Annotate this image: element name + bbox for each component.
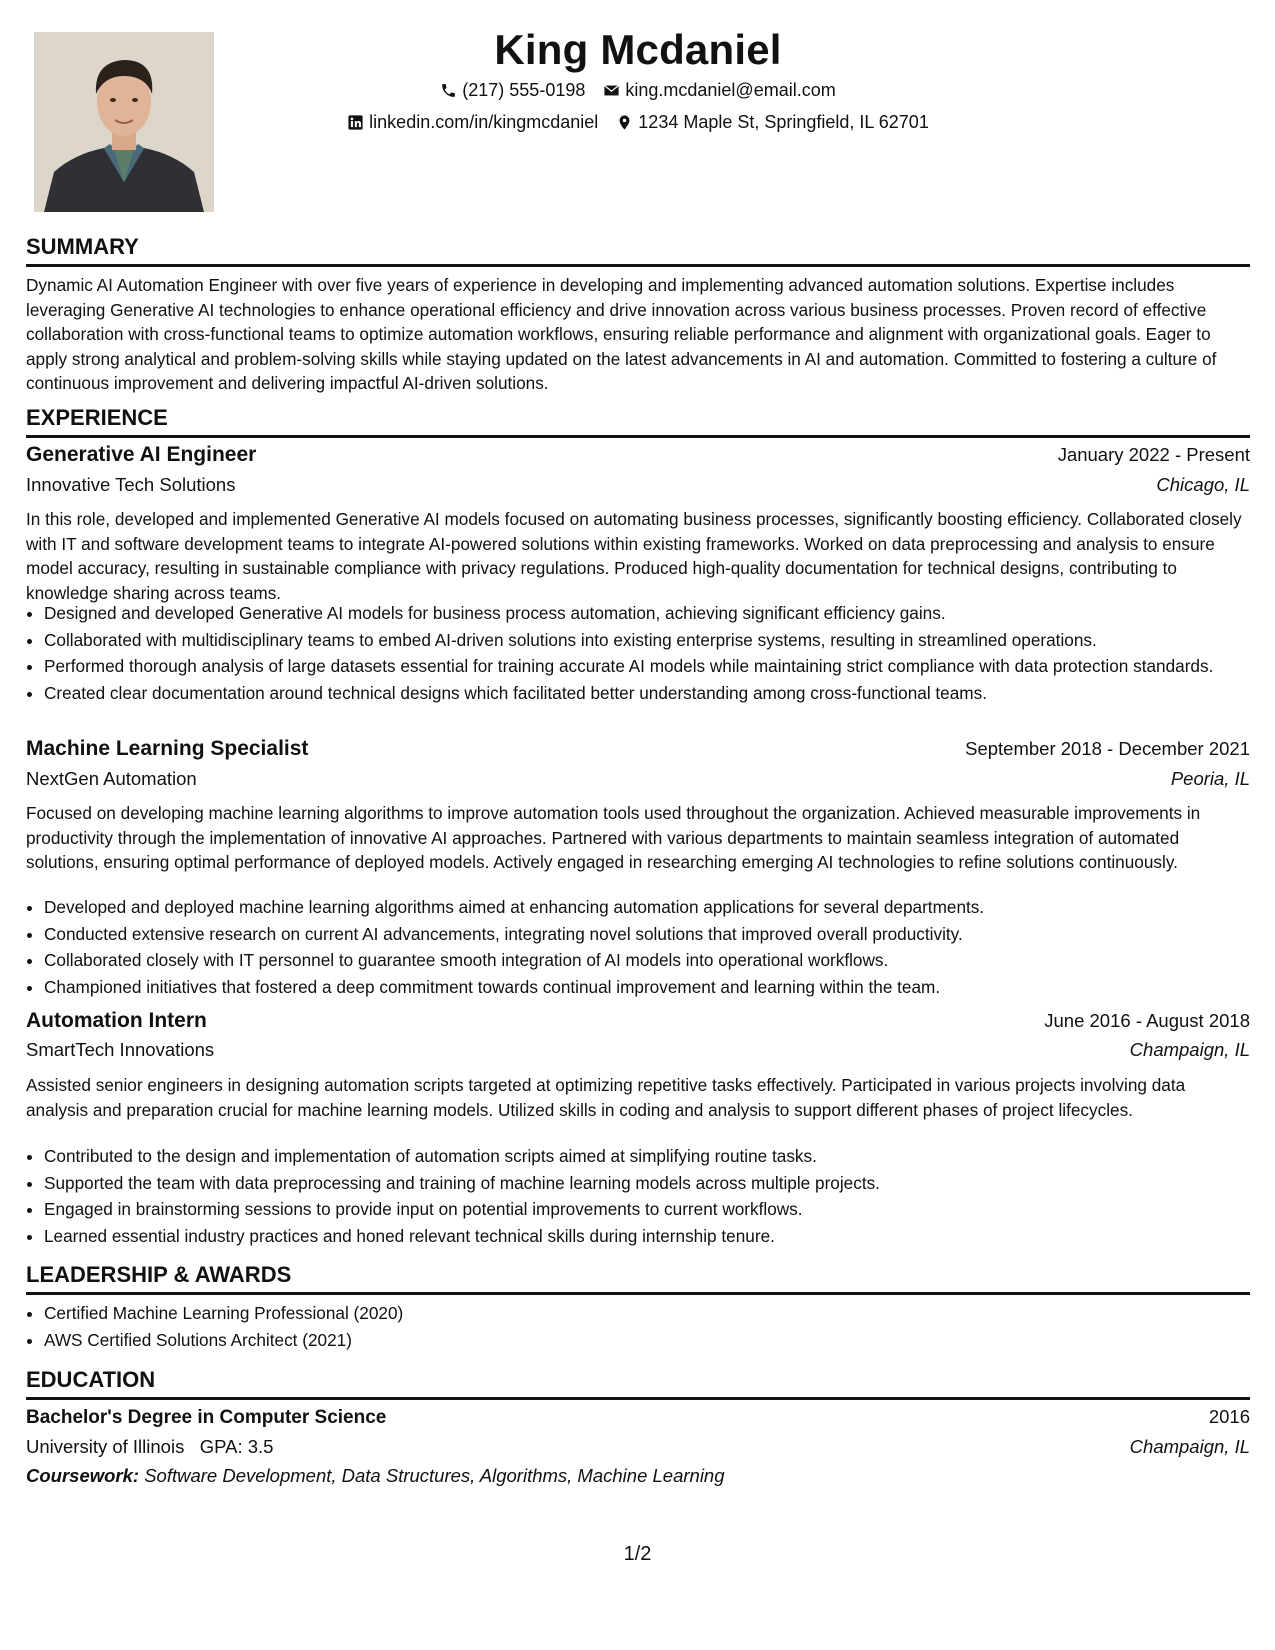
- education-header: [26, 1406, 1250, 1429]
- leadership-list: [26, 1301, 1268, 1354]
- job-2-bullets: [26, 895, 1268, 1001]
- school-location: Champaign, IL: [1129, 1436, 1250, 1457]
- school-name: University of Illinois: [26, 1436, 185, 1457]
- summary-text: Dynamic AI Automation Engineer with over five years of experience in developing and implementing advanced automation solutions. Expertise includes leveraging Generative AI technologies to enhance operational efficiency and drive innovation across various business processes. Proven record of effective collaboration with cross-functional teams to optimize automation workflows, ensuring reliable performance and alignment with organizational goals. Eager to apply strong analytical and problem-solving skills while staying updated on the latest advancements in AI and automation. Committed to fostering a culture of continuous improvement and delivering impactful AI-driven solutions.: [26, 275, 1217, 393]
- job-title: Automation Intern: [26, 1009, 207, 1032]
- linkedin-contact[interactable]: [347, 112, 598, 133]
- experience-heading: EXPERIENCE: [26, 405, 1250, 438]
- company-name: Innovative Tech Solutions: [26, 474, 236, 495]
- list-item: • Supported the team with data preprocessing and training of machine learning models across multiple projects.: [44, 1171, 1268, 1196]
- address-text: 1234 Maple St, Springfield, IL 62701: [638, 112, 929, 132]
- envelope-icon: [603, 82, 620, 99]
- leadership-heading: LEADERSHIP & AWARDS: [26, 1262, 1250, 1295]
- list-item: • Developed and deployed machine learning algorithms aimed at enhancing automation applications for several departments.: [44, 895, 1268, 920]
- linkedin-icon: [347, 114, 364, 131]
- job-3-subheader: [26, 1039, 1250, 1061]
- job-2-header: [26, 737, 1250, 761]
- job-1-header: [26, 443, 1250, 467]
- list-item: • Learned essential industry practices and honed relevant technical skills during internship tenure.: [44, 1224, 1268, 1249]
- contact-row-2: [26, 112, 1250, 133]
- education-heading: EDUCATION: [26, 1367, 1250, 1400]
- list-item: • AWS Certified Solutions Architect (2021): [44, 1328, 1268, 1353]
- job-2-subheader: [26, 768, 1250, 790]
- contact-row-1: [26, 80, 1250, 101]
- list-item: • Created clear documentation around technical designs which facilitated better understanding among cross-functional teams.: [44, 681, 1268, 706]
- graduation-year: 2016: [1208, 1406, 1250, 1427]
- page-number: 1/2: [623, 1543, 652, 1565]
- job-1-subheader: [26, 474, 1250, 496]
- school-info: [26, 1436, 273, 1458]
- coursework-label: Coursework:: [26, 1465, 140, 1486]
- list-item: • Performed thorough analysis of large datasets essential for training accurate AI models while maintaining strict compliance with data protection standards.: [44, 654, 1268, 679]
- phone-text: (217) 555-0198: [462, 80, 586, 100]
- list-item: • Conducted extensive research on current AI advancements, integrating novel solutions that improved overall productivity.: [44, 922, 1268, 947]
- phone-contact[interactable]: [440, 80, 585, 101]
- list-item: • Collaborated closely with IT personnel to guarantee smooth integration of AI models into operational workflows.: [44, 948, 1268, 973]
- list-item: • Championed initiatives that fostered a deep commitment towards continual improvement and learning within the team.: [44, 975, 1268, 1000]
- job-1-bullets: [26, 601, 1268, 707]
- list-item: • Certified Machine Learning Professional (2020): [44, 1301, 1268, 1326]
- job-location: Peoria, IL: [1170, 768, 1250, 789]
- job-location: Champaign, IL: [1129, 1039, 1250, 1060]
- list-item: • Engaged in brainstorming sessions to provide input on potential improvements to current workflows.: [44, 1197, 1268, 1222]
- summary-heading: SUMMARY: [26, 234, 1250, 267]
- job-dates: January 2022 - Present: [1057, 444, 1250, 465]
- job-location: Chicago, IL: [1156, 474, 1250, 495]
- gpa: GPA: 3.5: [199, 1436, 274, 1457]
- list-item: • Contributed to the design and implementation of automation scripts aimed at simplifying routine tasks.: [44, 1144, 1268, 1169]
- job-title: Generative AI Engineer: [26, 443, 257, 466]
- email-contact[interactable]: [603, 80, 835, 101]
- job-description: Assisted senior engineers in designing automation scripts targeted at optimizing repetitive tasks effectively. Participated in various projects involving data analysis and preparation crucial for machine learning models. Utilized skills in coding and analysis to support different phases of project lifecycles.: [26, 1075, 1186, 1120]
- address-contact: [616, 112, 929, 133]
- coursework-text: Software Development, Data Structures, Algorithms, Machine Learning: [144, 1465, 725, 1486]
- job-3-bullets: [26, 1144, 1268, 1250]
- coursework-line: [26, 1465, 725, 1487]
- degree-title: Bachelor's Degree in Computer Science: [26, 1407, 387, 1428]
- map-pin-icon: [616, 114, 633, 131]
- list-item: • Designed and developed Generative AI models for business process automation, achieving significant efficiency gains.: [44, 601, 1268, 626]
- linkedin-text: linkedin.com/in/kingmcdaniel: [369, 112, 599, 132]
- candidate-name: King Mcdaniel: [494, 26, 782, 73]
- job-dates: September 2018 - December 2021: [965, 738, 1250, 759]
- education-subheader: [26, 1436, 1250, 1458]
- email-text: king.mcdaniel@email.com: [625, 80, 836, 100]
- job-dates: June 2016 - August 2018: [1044, 1010, 1250, 1031]
- list-item: • Collaborated with multidisciplinary teams to embed AI-driven solutions into existing enterprise systems, resulting in streamlined operations.: [44, 628, 1268, 653]
- job-3-header: [26, 1009, 1250, 1033]
- job-description: In this role, developed and implemented Generative AI models focused on automating business processes, significantly boosting efficiency. Collaborated closely with IT and software development teams to integrate AI-powered solutions within existing frameworks. Worked on data preprocessing and analysis to ensure model accuracy, resulting in sustainable compliance with privacy regulations. Produced high-quality documentation for technical designs, contributing to knowledge sharing across teams.: [26, 509, 1242, 603]
- company-name: SmartTech Innovations: [26, 1039, 215, 1060]
- resume-page: [26, 0, 1250, 1650]
- company-name: NextGen Automation: [26, 768, 197, 789]
- job-title: Machine Learning Specialist: [26, 737, 309, 760]
- phone-icon: [440, 82, 457, 99]
- job-description: Focused on developing machine learning algorithms to improve automation tools used throughout the organization. Achieved measurable improvements in productivity through the implementation of innovative AI approaches. Partnered with various departments to maintain seamless integration of automated solutions, ensuring optimal performance of deployed models. Actively engaged in researching emerging AI technologies to refine solutions continuously.: [26, 803, 1201, 872]
